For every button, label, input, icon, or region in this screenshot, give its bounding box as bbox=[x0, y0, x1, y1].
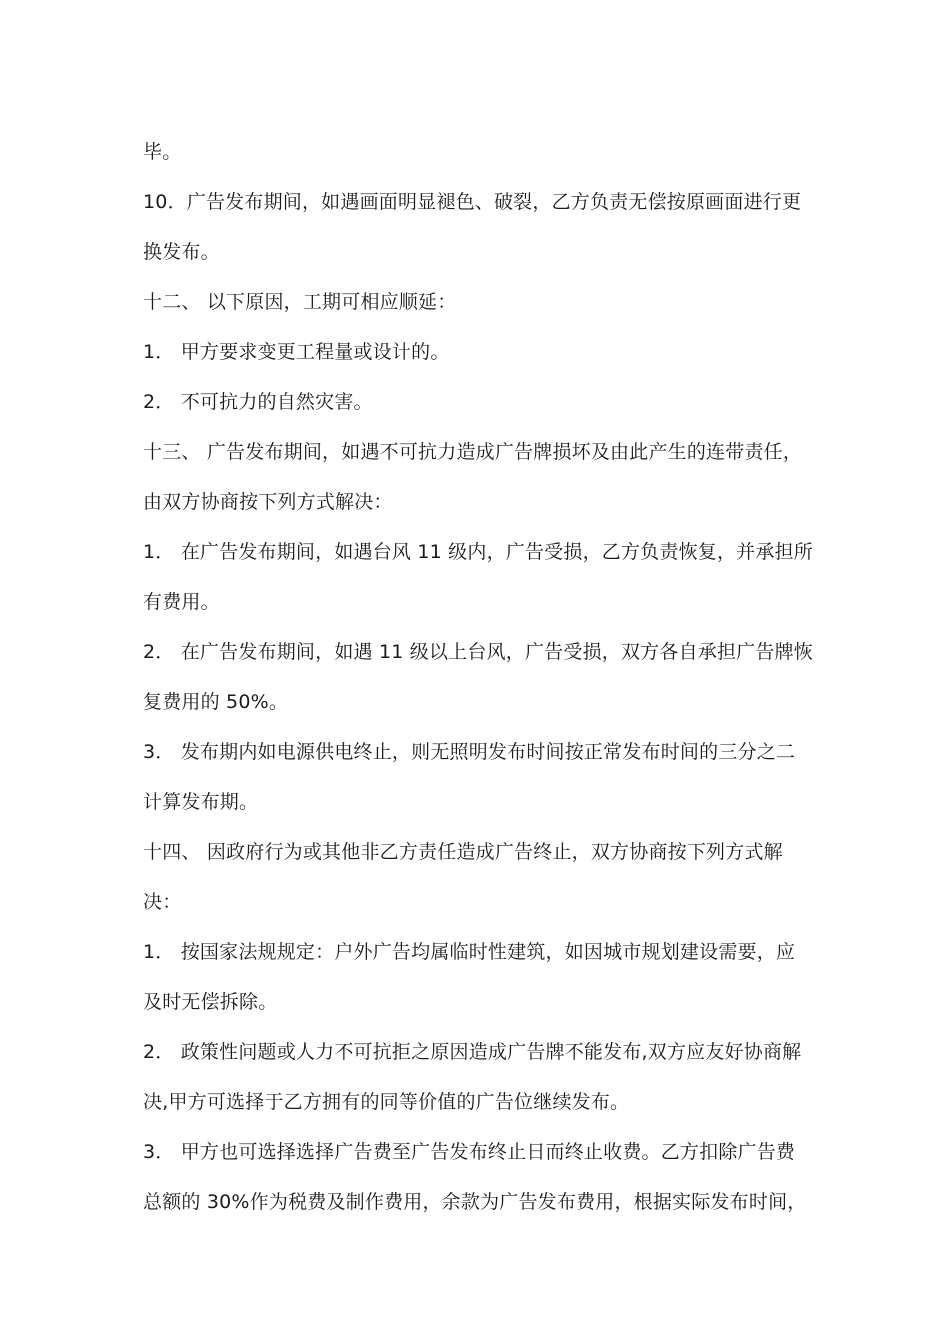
text-line: 决： bbox=[143, 891, 182, 913]
text-line: 决,甲方可选择于乙方拥有的同等价值的广告位继续发布。 bbox=[143, 1091, 630, 1113]
list-item: 2． 在广告发布期间，如遇 11 级以上台风，广告受损，双方各自承担广告牌恢 bbox=[143, 641, 813, 663]
text-line: 及时无偿拆除。 bbox=[143, 991, 278, 1013]
list-item: 3． 甲方也可选择选择广告费至广告发布终止日而终止收费。乙方扣除广告费 bbox=[143, 1141, 796, 1163]
text-line: 总额的 30%作为税费及制作费用，余款为广告发布费用，根据实际发布时间， bbox=[143, 1191, 807, 1213]
text-line: 毕。 bbox=[143, 141, 182, 163]
text-line: 由双方协商按下列方式解决： bbox=[143, 491, 393, 513]
section-heading-14: 十四、 因政府行为或其他非乙方责任造成广告终止，双方协商按下列方式解 bbox=[143, 841, 783, 863]
list-item: 2． 不可抗力的自然灾害。 bbox=[143, 391, 373, 413]
list-item: 1． 甲方要求变更工程量或设计的。 bbox=[143, 341, 450, 363]
section-heading-13: 十三、 广告发布期间，如遇不可抗力造成广告牌损坏及由此产生的连带责任， bbox=[143, 441, 803, 463]
section-heading-12: 十二、 以下原因，工期可相应顺延： bbox=[143, 291, 457, 313]
list-item: 3． 发布期内如电源供电终止，则无照明发布时间按正常发布时间的三分之二 bbox=[143, 741, 796, 763]
document-body bbox=[143, 127, 813, 1227]
list-item: 1． 按国家法规规定：户外广告均属临时性建筑，如因城市规划建设需要，应 bbox=[143, 941, 796, 963]
text-line: 计算发布期。 bbox=[143, 791, 259, 813]
text-line: 复费用的 50%。 bbox=[143, 691, 289, 713]
list-item: 2． 政策性问题或人力不可抗拒之原因造成广告牌不能发布,双方应友好协商解 bbox=[143, 1041, 802, 1063]
list-item: 1． 在广告发布期间，如遇台风 11 级内，广告受损，乙方负责恢复，并承担所 bbox=[143, 541, 813, 563]
text-line: 有费用。 bbox=[143, 591, 220, 613]
text-line: 换发布。 bbox=[143, 241, 220, 263]
text-line: 10．广告发布期间，如遇画面明显褪色、破裂，乙方负责无偿按原画面进行更 bbox=[143, 191, 802, 213]
